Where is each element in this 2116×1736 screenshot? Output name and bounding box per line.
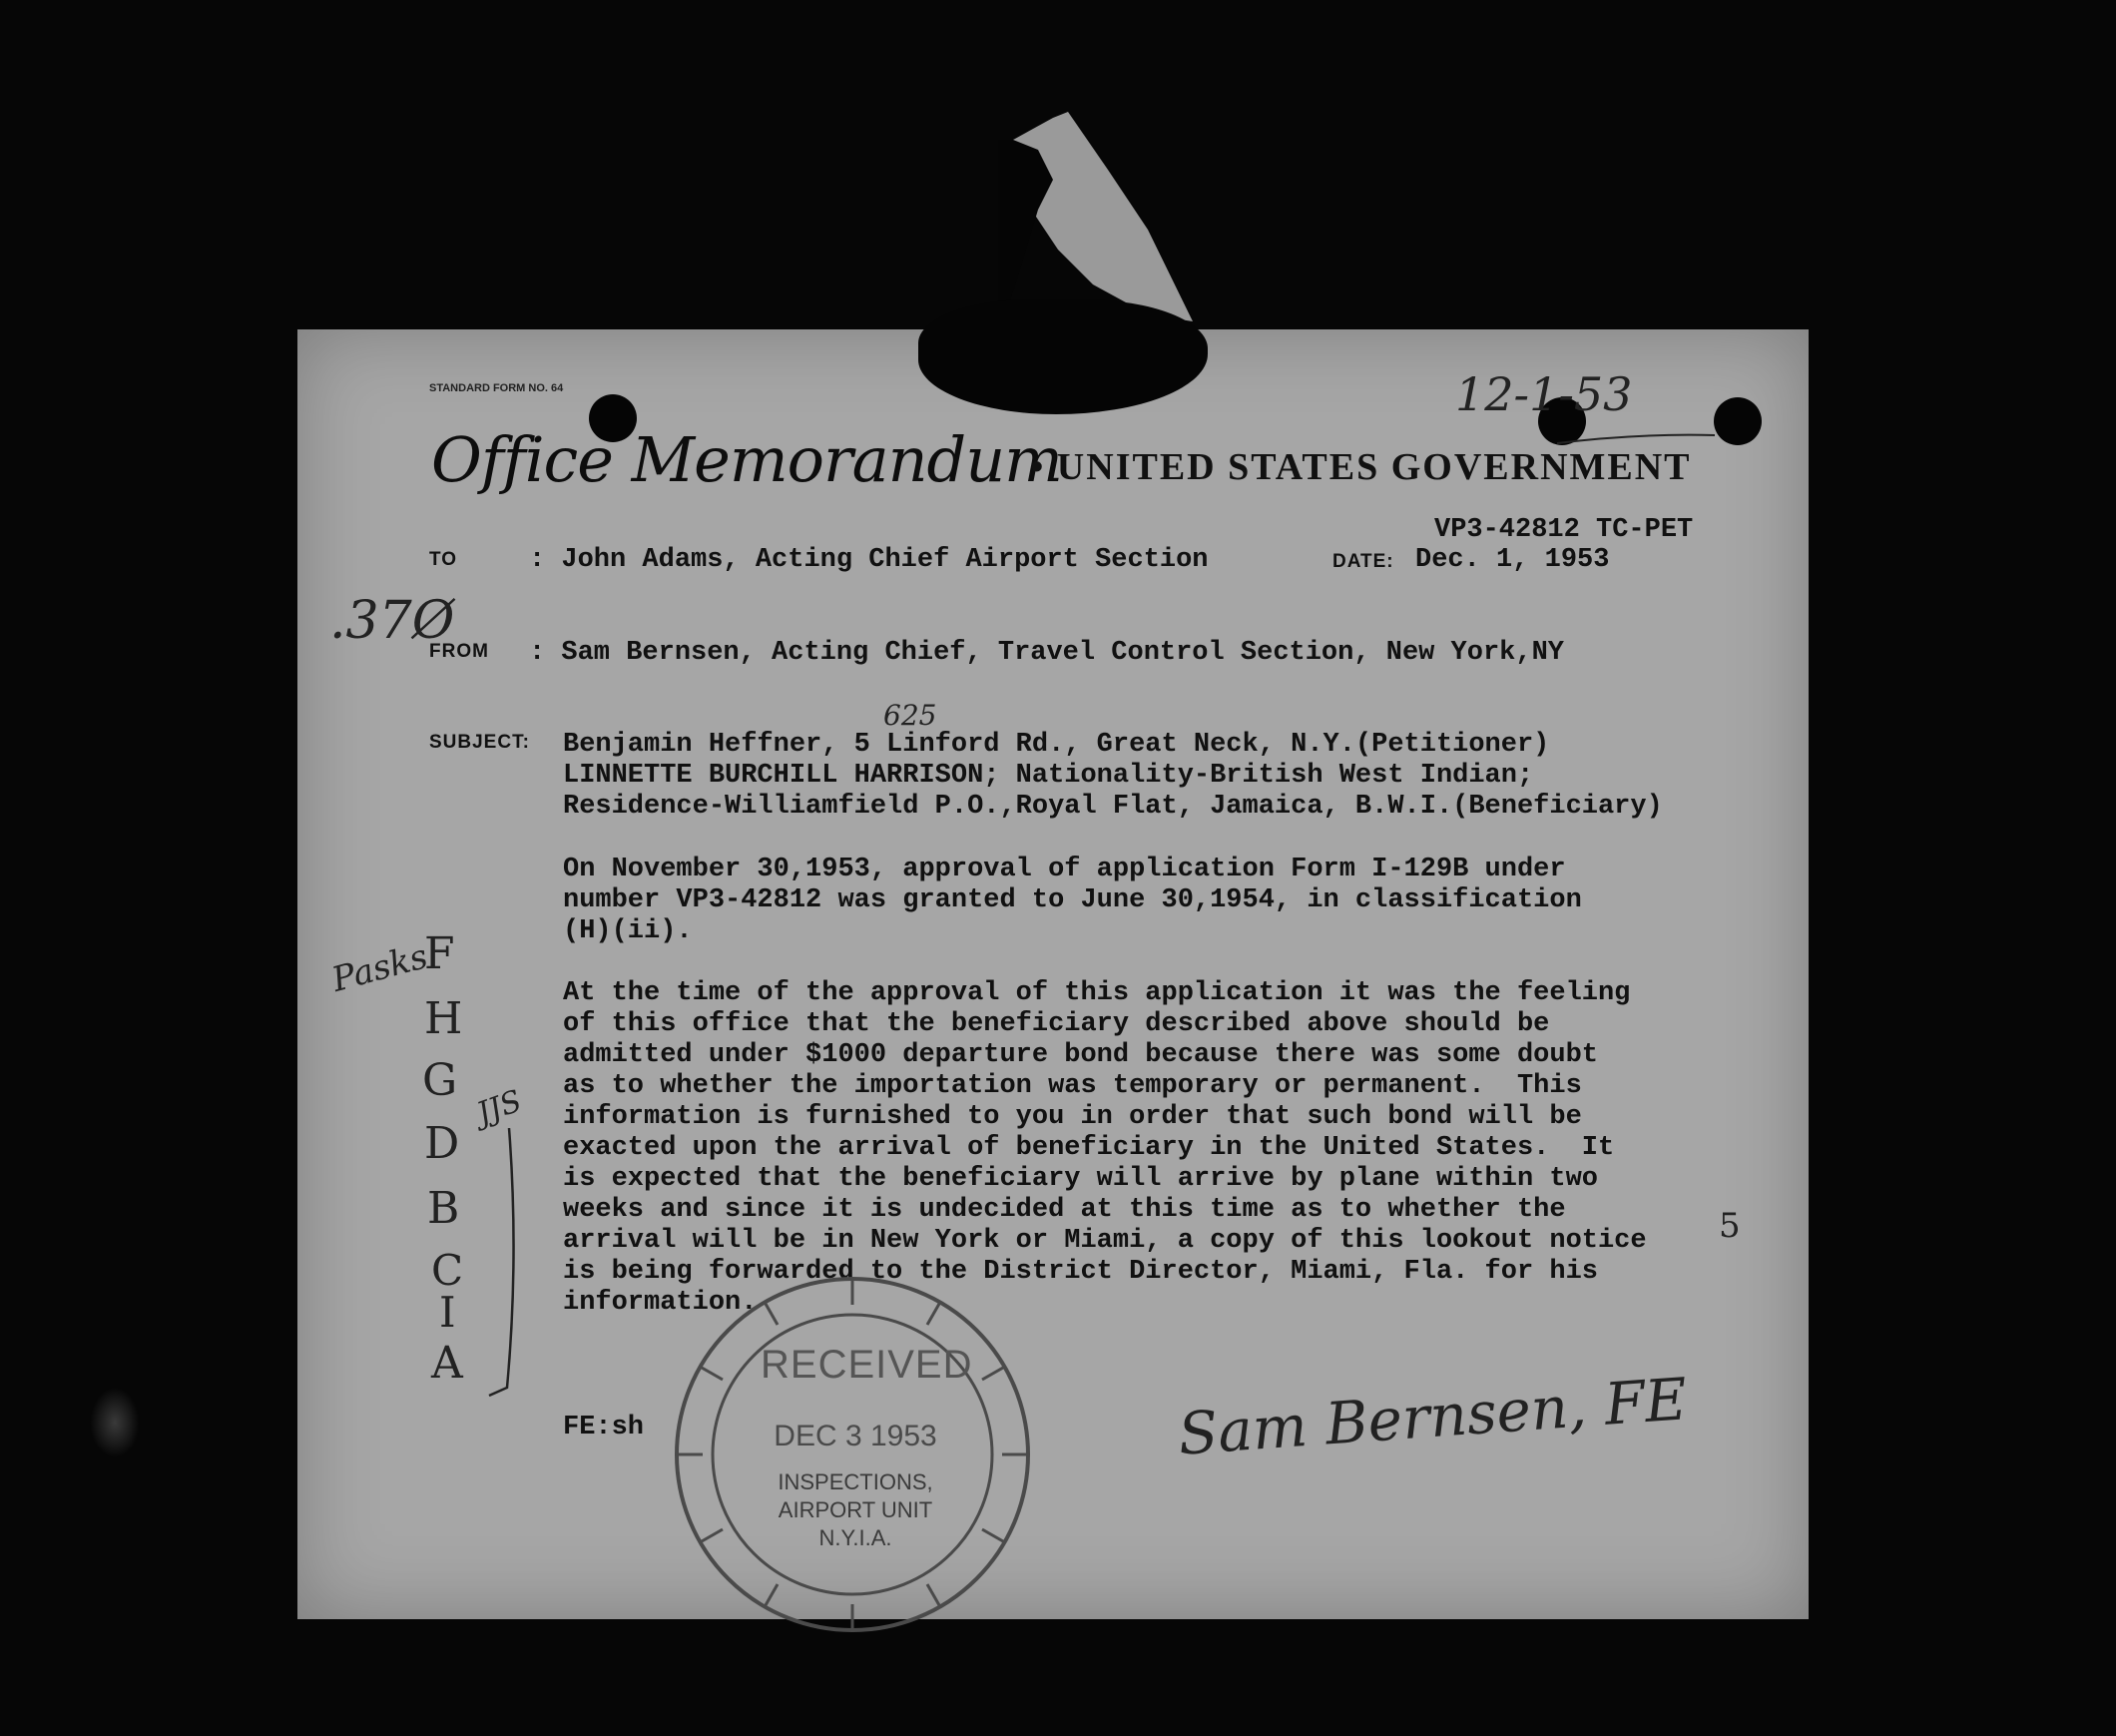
stamp-date: DEC 3 1953 — [774, 1420, 937, 1452]
file-reference: VP3-42812 TC-PET — [1434, 515, 1694, 545]
margin-letter: H — [424, 993, 463, 1044]
margin-letter: C — [431, 1246, 464, 1295]
to-value: : John Adams, Acting Chief Airport Section — [529, 545, 1209, 575]
paragraph-line: information. — [563, 1288, 758, 1318]
paragraph-line: weeks and since it is undecided at this time as to whether the — [563, 1195, 1566, 1225]
margin-letter: A — [431, 1338, 463, 1389]
margin-letter: D — [424, 1118, 460, 1169]
date-value: Dec. 1, 1953 — [1415, 545, 1610, 575]
handwritten-address-number: 625 — [883, 699, 937, 732]
stamp-line: AIRPORT UNIT — [778, 1497, 933, 1522]
stamp-line: INSPECTIONS, — [778, 1469, 933, 1494]
typist-initials: FE:sh — [563, 1413, 645, 1443]
paragraph-line: On November 30,1953, approval of application Form I-129B under — [563, 855, 1566, 884]
paragraph-line: admitted under $1000 departure bond because there was some doubt — [563, 1040, 1598, 1070]
received-stamp — [671, 1273, 1035, 1637]
subject-line: LINNETTE BURCHILL HARRISON; Nationality-British West Indian; — [563, 761, 1534, 791]
paragraph-line: as to whether the importation was temporary or permanent. This — [563, 1071, 1582, 1101]
margin-letter: F — [424, 928, 455, 979]
paragraph-line: arrival will be in New York or Miami, a copy of this lookout notice — [563, 1226, 1647, 1256]
memo-title: Office Memorandum — [431, 423, 1062, 496]
margin-letter: B — [427, 1183, 460, 1234]
from-value: : Sam Bernsen, Acting Chief, Travel Control Section, New York,NY — [529, 638, 1564, 668]
handwritten-date: 12-1-53 — [1455, 367, 1633, 421]
margin-bracket — [479, 1128, 529, 1398]
punch-hole-right — [1714, 397, 1762, 445]
margin-note: Pasks — [327, 936, 432, 1000]
margin-initials: JJS — [472, 1083, 527, 1132]
paragraph-line: of this office that the beneficiary described above should be — [563, 1009, 1550, 1039]
margin-letter: I — [439, 1288, 456, 1337]
org-title: • UNITED STATES GOVERNMENT — [1030, 446, 1692, 488]
form-number: STANDARD FORM NO. 64 — [429, 382, 564, 394]
date-label: DATE: — [1332, 551, 1394, 572]
subject-line: Residence-Williamfield P.O.,Royal Flat, Jamaica, B.W.I.(Beneficiary) — [563, 792, 1663, 822]
signature: Sam Bernsen, FE — [1176, 1365, 1690, 1468]
stamp-line: N.Y.I.A. — [818, 1525, 892, 1550]
stamp-received: RECEIVED — [761, 1343, 973, 1387]
subject-label: SUBJECT: — [429, 732, 530, 753]
subject-line: Benjamin Heffner, 5 Linford Rd., Great Neck, N.Y.(Petitioner) — [563, 730, 1550, 760]
paragraph-line: At the time of the approval of this application it was the feeling — [563, 978, 1631, 1008]
paragraph-line: is expected that the beneficiary will arrive by plane within two — [563, 1164, 1598, 1194]
paragraph-line: exacted upon the arrival of beneficiary in the United States. It — [563, 1133, 1615, 1163]
scan-smudge — [90, 1388, 140, 1457]
paragraph-line: is being forwarded to the District Director, Miami, Fla. for his — [563, 1257, 1598, 1287]
to-label: TO — [429, 549, 458, 570]
paragraph-line: (H)(ii). — [563, 916, 693, 946]
handwritten-number: .37Ø — [329, 591, 455, 651]
from-label: FROM — [429, 641, 489, 662]
paragraph-line: number VP3-42812 was granted to June 30,1954, in classification — [563, 885, 1582, 915]
handwritten-page-number: 5 — [1719, 1206, 1741, 1246]
date-underline — [1557, 429, 1717, 449]
margin-letter: G — [422, 1055, 458, 1106]
paragraph-line: information is furnished to you in order that such bond will be — [563, 1102, 1582, 1132]
